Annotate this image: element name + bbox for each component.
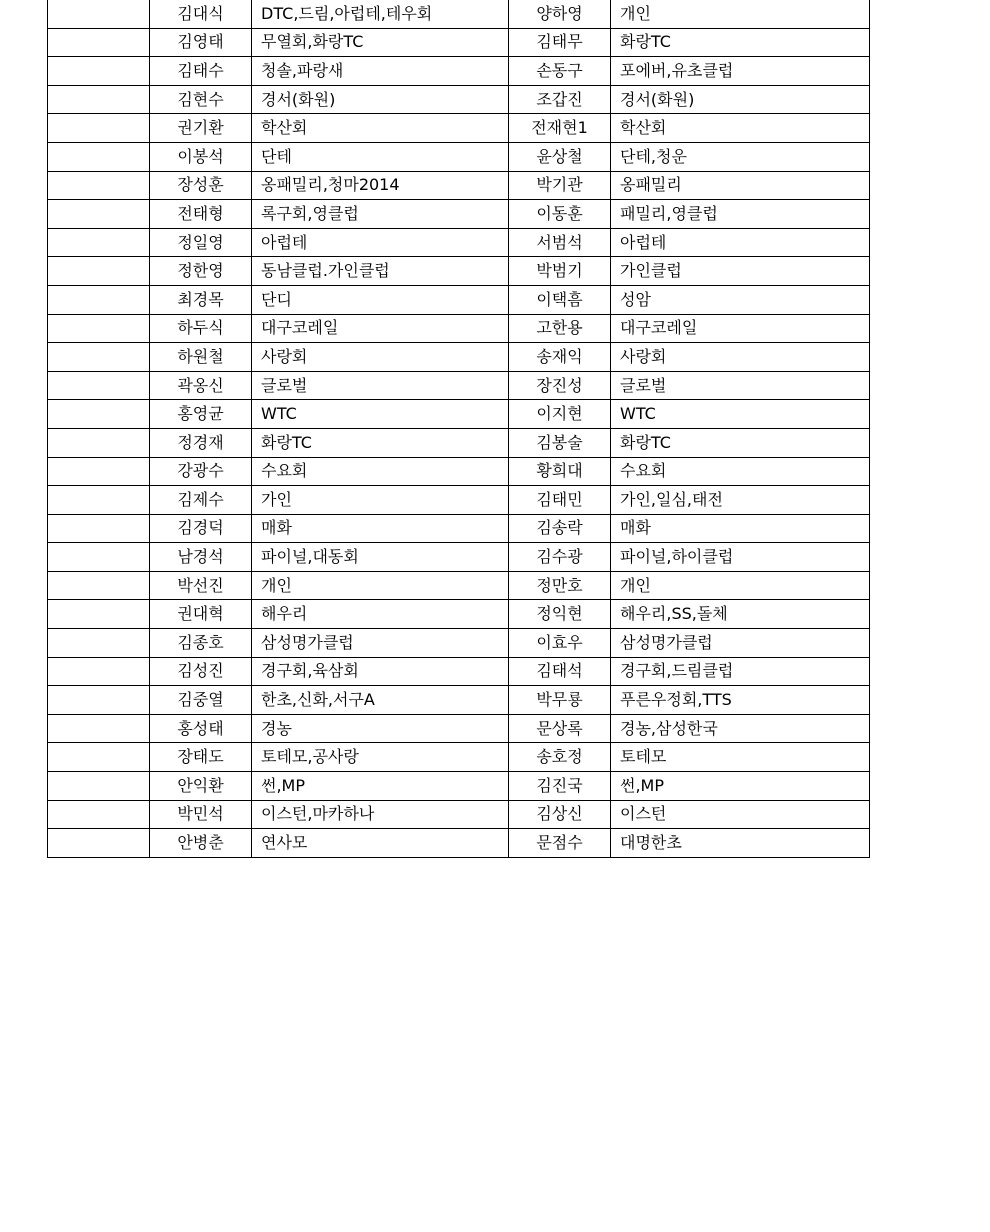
roster-body [48,0,870,857]
player2-club-cell: 파이널,하이클럽 [611,543,870,572]
table-row [48,629,870,658]
player1-name-cell: 권기환 [150,114,252,143]
player1-name-cell: 김성진 [150,657,252,686]
table-row [48,285,870,314]
player2-name-cell: 박무룡 [509,686,611,715]
player2-name-cell: 고한용 [509,314,611,343]
table-row [48,743,870,772]
player1-club-cell: 청솔,파랑새 [252,57,509,86]
index-cell [48,657,150,686]
player1-name-cell: 김종호 [150,629,252,658]
player1-name-cell: 권대혁 [150,600,252,629]
player1-name-cell: 정경재 [150,428,252,457]
player2-club-cell: 가인,일심,태전 [611,486,870,515]
player2-name-cell: 황희대 [509,457,611,486]
player2-club-cell: 아럽테 [611,228,870,257]
player1-name-cell: 하두식 [150,314,252,343]
player1-club-cell: 이스턴,마카하나 [252,800,509,829]
player1-club-cell: 아럽테 [252,228,509,257]
index-cell [48,514,150,543]
player1-club-cell: 경서(화원) [252,85,509,114]
player1-name-cell: 장태도 [150,743,252,772]
player2-name-cell: 박범기 [509,257,611,286]
player2-name-cell: 서범석 [509,228,611,257]
index-cell [48,543,150,572]
table-row [48,600,870,629]
table-row [48,686,870,715]
table-row [48,486,870,515]
player1-club-cell: WTC [252,400,509,429]
table-row [48,142,870,171]
player1-name-cell: 김경덕 [150,514,252,543]
player1-name-cell: 안익환 [150,772,252,801]
player1-club-cell: 학산회 [252,114,509,143]
player2-name-cell: 양하영 [509,0,611,28]
player1-club-cell: 해우리 [252,600,509,629]
index-cell [48,686,150,715]
player1-club-cell: 옹패밀리,청마2014 [252,171,509,200]
player2-club-cell: WTC [611,400,870,429]
player1-name-cell: 하원철 [150,343,252,372]
table-row [48,371,870,400]
player2-club-cell: 화랑TC [611,428,870,457]
table-row [48,543,870,572]
player2-club-cell: 화랑TC [611,28,870,57]
player2-club-cell: 사랑회 [611,343,870,372]
table-row [48,514,870,543]
index-cell [48,600,150,629]
player2-club-cell: 가인클럽 [611,257,870,286]
player2-club-cell: 썬,MP [611,772,870,801]
player2-name-cell: 김진국 [509,772,611,801]
index-cell [48,314,150,343]
player1-club-cell: 파이널,대동회 [252,543,509,572]
player2-club-cell: 삼성명가클럽 [611,629,870,658]
player1-name-cell: 김현수 [150,85,252,114]
index-cell [48,571,150,600]
index-cell [48,28,150,57]
player1-name-cell: 최경목 [150,285,252,314]
player2-club-cell: 패밀리,영클럽 [611,200,870,229]
table-row [48,85,870,114]
player1-club-cell: 사랑회 [252,343,509,372]
player2-club-cell: 수요회 [611,457,870,486]
index-cell [48,829,150,858]
table-row [48,57,870,86]
player2-name-cell: 김태민 [509,486,611,515]
player1-club-cell: 매화 [252,514,509,543]
player1-name-cell: 곽옹신 [150,371,252,400]
player2-name-cell: 손동구 [509,57,611,86]
index-cell [48,428,150,457]
player1-club-cell: 경구회,육삼회 [252,657,509,686]
player2-club-cell: 단테,청운 [611,142,870,171]
player1-name-cell: 전태형 [150,200,252,229]
player2-club-cell: 토테모 [611,743,870,772]
player1-club-cell: 개인 [252,571,509,600]
player2-club-cell: 개인 [611,0,870,28]
player2-name-cell: 장진성 [509,371,611,400]
player2-club-cell: 푸른우정회,TTS [611,686,870,715]
player1-club-cell: 화랑TC [252,428,509,457]
player2-club-cell: 해우리,SS,돌체 [611,600,870,629]
table-row [48,400,870,429]
table-row [48,800,870,829]
index-cell [48,714,150,743]
table-row [48,428,870,457]
player1-name-cell: 정한영 [150,257,252,286]
player1-club-cell: 경농 [252,714,509,743]
index-cell [48,343,150,372]
index-cell [48,57,150,86]
player1-name-cell: 김태수 [150,57,252,86]
index-cell [48,371,150,400]
player1-club-cell: 썬,MP [252,772,509,801]
index-cell [48,228,150,257]
player2-name-cell: 김태무 [509,28,611,57]
player2-club-cell: 포에버,유초클럽 [611,57,870,86]
player1-name-cell: 장성훈 [150,171,252,200]
player2-name-cell: 김송락 [509,514,611,543]
player1-name-cell: 홍영균 [150,400,252,429]
player2-club-cell: 옹패밀리 [611,171,870,200]
player1-club-cell: DTC,드림,아럽테,테우회 [252,0,509,28]
player2-name-cell: 이효우 [509,629,611,658]
index-cell [48,85,150,114]
player2-name-cell: 문상록 [509,714,611,743]
player1-club-cell: 수요회 [252,457,509,486]
player2-club-cell: 대구코레일 [611,314,870,343]
player2-club-cell: 이스턴 [611,800,870,829]
player2-name-cell: 박기관 [509,171,611,200]
index-cell [48,486,150,515]
table-row [48,571,870,600]
player1-club-cell: 동남클럽.가인클럽 [252,257,509,286]
player1-name-cell: 안병춘 [150,829,252,858]
player1-club-cell: 한초,신화,서구A [252,686,509,715]
player1-name-cell: 이봉석 [150,142,252,171]
player1-club-cell: 글로벌 [252,371,509,400]
player1-name-cell: 김대식 [150,0,252,28]
player1-name-cell: 정일영 [150,228,252,257]
table-row [48,200,870,229]
table-row [48,228,870,257]
player2-club-cell: 매화 [611,514,870,543]
index-cell [48,772,150,801]
player2-name-cell: 이택흠 [509,285,611,314]
player2-name-cell: 문점수 [509,829,611,858]
player1-club-cell: 단테 [252,142,509,171]
player2-name-cell: 김태석 [509,657,611,686]
player2-club-cell: 경농,삼성한국 [611,714,870,743]
index-cell [48,200,150,229]
player1-club-cell: 연사모 [252,829,509,858]
table-row [48,343,870,372]
index-cell [48,629,150,658]
table-row [48,714,870,743]
table-row [48,171,870,200]
table-row [48,114,870,143]
player1-name-cell: 홍성태 [150,714,252,743]
player1-club-cell: 대구코레일 [252,314,509,343]
player2-name-cell: 정만호 [509,571,611,600]
index-cell [48,0,150,28]
player2-name-cell: 송호정 [509,743,611,772]
table-row [48,257,870,286]
player2-club-cell: 경서(화원) [611,85,870,114]
index-cell [48,114,150,143]
player1-name-cell: 남경석 [150,543,252,572]
player2-club-cell: 개인 [611,571,870,600]
player2-club-cell: 경구회,드림클럽 [611,657,870,686]
player1-name-cell: 김중열 [150,686,252,715]
player1-club-cell: 삼성명가클럽 [252,629,509,658]
table-row [48,772,870,801]
player2-name-cell: 송재익 [509,343,611,372]
index-cell [48,171,150,200]
index-cell [48,743,150,772]
table-row [48,657,870,686]
index-cell [48,142,150,171]
player2-name-cell: 정익현 [509,600,611,629]
player1-name-cell: 강광수 [150,457,252,486]
player2-club-cell: 학산회 [611,114,870,143]
player1-club-cell: 단디 [252,285,509,314]
player1-club-cell: 토테모,공사랑 [252,743,509,772]
player2-name-cell: 김수광 [509,543,611,572]
player1-name-cell: 박민석 [150,800,252,829]
table-row [48,28,870,57]
player2-club-cell: 대명한초 [611,829,870,858]
index-cell [48,257,150,286]
player2-name-cell: 김봉술 [509,428,611,457]
table-row [48,314,870,343]
index-cell [48,457,150,486]
player2-name-cell: 김상신 [509,800,611,829]
player2-name-cell: 전재현1 [509,114,611,143]
index-cell [48,400,150,429]
roster-table [47,0,870,858]
table-row [48,0,870,28]
player2-name-cell: 이동훈 [509,200,611,229]
table-row [48,457,870,486]
player1-name-cell: 박선진 [150,571,252,600]
player1-name-cell: 김제수 [150,486,252,515]
player2-club-cell: 성암 [611,285,870,314]
player2-name-cell: 윤상철 [509,142,611,171]
player2-club-cell: 글로벌 [611,371,870,400]
player1-club-cell: 무열회,화랑TC [252,28,509,57]
table-row [48,829,870,858]
player1-club-cell: 록구회,영클럽 [252,200,509,229]
index-cell [48,285,150,314]
player1-name-cell: 김영태 [150,28,252,57]
player2-name-cell: 이지현 [509,400,611,429]
player2-name-cell: 조갑진 [509,85,611,114]
player1-club-cell: 가인 [252,486,509,515]
index-cell [48,800,150,829]
